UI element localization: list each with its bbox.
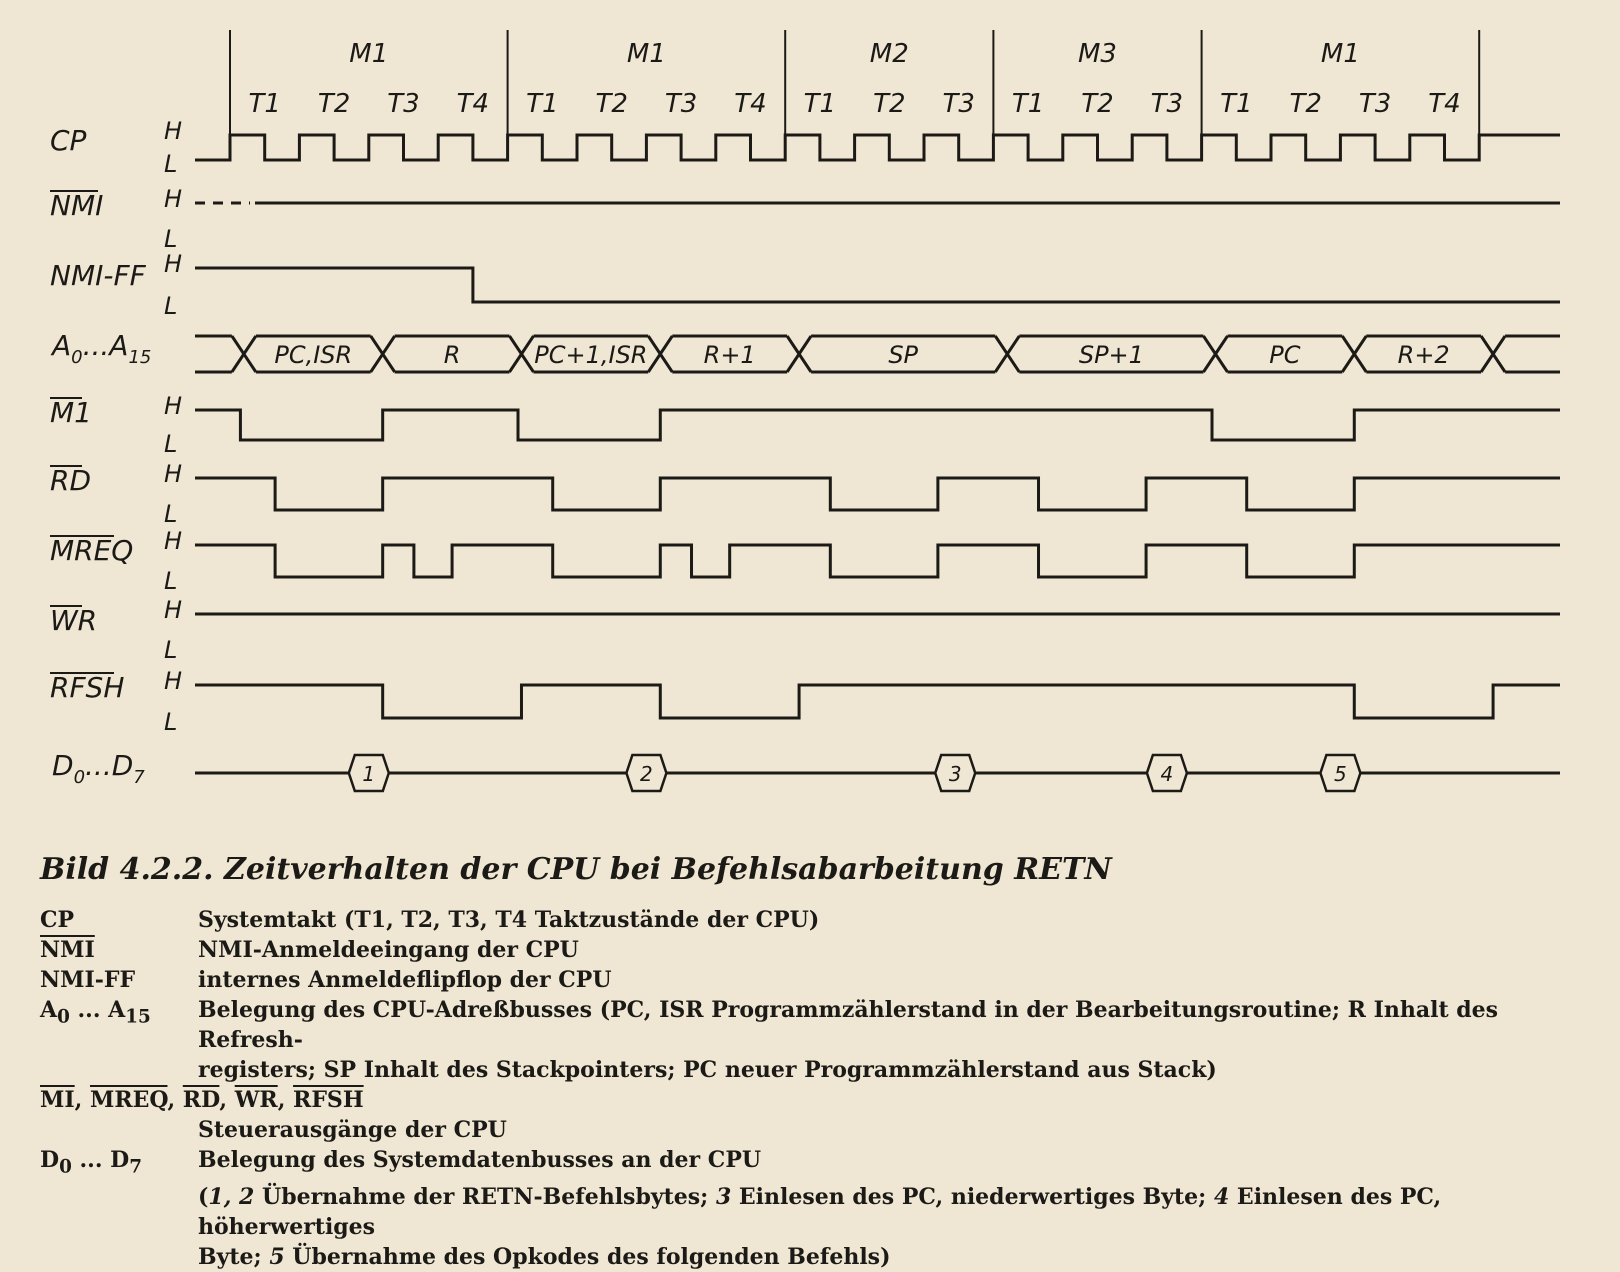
- bus-value-label: PC: [1269, 341, 1301, 369]
- signal-label-mreq: [50, 527, 182, 595]
- clock-state-label: T1: [1011, 89, 1045, 119]
- signal-label-text: MREQ: [50, 534, 134, 567]
- clock-state-label: T3: [664, 89, 698, 119]
- signal-label-addr: [50, 329, 151, 368]
- level-high-label: H: [164, 392, 183, 420]
- signal-label-nmi: [50, 185, 182, 253]
- legend-desc: Belegung des Systemdatenbusses an der CPU: [198, 1147, 762, 1173]
- legend-row-data: [40, 1145, 1600, 1182]
- clock-state-label: T1: [248, 89, 281, 119]
- clock-state-label: T4: [1428, 89, 1461, 119]
- signal-labels: [50, 117, 182, 788]
- legend-text-part: Übernahme der RETN-Befehlsbytes;: [254, 1184, 716, 1211]
- clock-state-label: T3: [387, 89, 420, 119]
- level-high-label: H: [164, 527, 183, 555]
- waveforms: [195, 135, 1560, 718]
- bus-value-label: PC+1,ISR: [534, 341, 648, 369]
- waveform-rd: [195, 478, 1560, 510]
- signal-label-text: RD: [50, 464, 92, 497]
- signal-label-text: M1: [50, 396, 92, 429]
- signal-label-wr: [50, 596, 182, 664]
- waveform-rfsh: [195, 685, 1560, 718]
- bus-tail: [1505, 336, 1560, 372]
- signal-label-data: [52, 749, 145, 788]
- legend-key: $D_0$ ... $D_7$: [40, 1147, 142, 1178]
- waveform-mreq: [195, 545, 1560, 577]
- bus-value-label: SP+1: [1078, 341, 1144, 369]
- legend-desc: Steuerausgänge der CPU: [198, 1117, 507, 1143]
- clock-state-label: T1: [803, 89, 837, 119]
- level-low-label: L: [164, 636, 178, 664]
- clock-state-label: T4: [456, 89, 490, 119]
- signal-label-text: NMI: [50, 189, 104, 222]
- bus-crossover: [1481, 336, 1505, 372]
- bus-crossover: [1342, 336, 1366, 372]
- signal-label-nmiff: [50, 250, 182, 320]
- legend-text-part: 1, 2: [208, 1184, 255, 1211]
- bus-tail: [195, 336, 232, 372]
- level-low-label: L: [164, 430, 178, 458]
- clock-state-label: T3: [1150, 89, 1184, 119]
- level-high-label: H: [164, 596, 183, 624]
- bus-crossover: [995, 336, 1019, 372]
- legend-desc: NMI-Anmeldeeingang der CPU: [198, 937, 579, 963]
- data-marker-label: 5: [1334, 762, 1347, 786]
- data-marker-label: 2: [640, 762, 653, 786]
- legend-key: NMI-FF: [40, 967, 136, 993]
- legend-text-part: Übernahme des Opkodes des folgenden Befehls): [284, 1244, 891, 1271]
- machine-cycle-label: M3: [1078, 39, 1117, 69]
- clock-state-label: T4: [734, 89, 767, 119]
- clock-state-label: T3: [1358, 89, 1392, 119]
- machine-cycle-label: M1: [1320, 39, 1360, 69]
- signal-label-text: WR: [50, 604, 98, 637]
- signal-label-m1: [50, 392, 182, 458]
- legend-desc-continued: registers; SP Inhalt des Stackpointers; PC neuer Programmzählerstand aus Stack): [198, 1057, 1217, 1083]
- level-low-label: L: [164, 150, 178, 178]
- legend-text-part: 4: [1213, 1184, 1230, 1211]
- signal-label-cp: [50, 117, 182, 178]
- caption-title: Bild 4.2.2. Zeitverhalten der CPU bei Befehlsabarbeitung RETN: [40, 852, 1112, 887]
- machine-cycle-label: M2: [869, 39, 909, 69]
- legend-text-part: Einlesen des PC, niederwertiges Byte;: [731, 1184, 1214, 1211]
- level-high-label: H: [164, 185, 183, 213]
- signal-label-text: $D_0...D_7$: [52, 749, 145, 788]
- cycle-boundaries: [230, 30, 1479, 135]
- bus-value-label: R: [443, 341, 461, 369]
- bus-crossover: [371, 336, 395, 372]
- signal-label-rd: [50, 460, 182, 528]
- legend-text-part: (: [198, 1184, 209, 1211]
- legend-desc: Systemtakt (T1, T2, T3, T4 Taktzustände der CPU): [198, 907, 820, 933]
- clock-state-label: T2: [1081, 89, 1114, 119]
- waveform-m1: [195, 410, 1560, 440]
- bus-value-label: SP: [888, 341, 919, 369]
- legend-text-part: Byte;: [198, 1244, 270, 1271]
- clock-state-label: T2: [595, 89, 628, 119]
- data-bus: [195, 755, 1560, 791]
- waveform-cp: [195, 135, 1560, 160]
- legend-row-nmiff: [40, 965, 1600, 995]
- level-low-label: L: [164, 567, 178, 595]
- bus-crossover: [787, 336, 811, 372]
- legend-text-part: 5: [269, 1244, 285, 1271]
- level-high-label: H: [164, 667, 183, 695]
- data-marker-label: 1: [362, 762, 376, 786]
- legend-desc: Belegung des CPU-Adreßbusses (PC, ISR Programmzählerstand in der Bearbeitungsroutine; R Inhalt des Refresh-: [198, 997, 1499, 1053]
- level-high-label: H: [164, 460, 183, 488]
- legend-text-part: 3: [715, 1184, 732, 1211]
- clock-state-label: T2: [873, 89, 906, 119]
- signal-label-text: NMI-FF: [50, 259, 146, 292]
- level-low-label: L: [164, 292, 178, 320]
- figure-caption: [40, 852, 1600, 1272]
- legend-desc-continued: [40, 1182, 1600, 1242]
- bus-value-label: PC,ISR: [274, 341, 353, 369]
- signal-label-text: CP: [50, 124, 87, 157]
- address-bus: [195, 336, 1560, 372]
- level-high-label: H: [164, 250, 183, 278]
- bus-crossover: [232, 336, 256, 372]
- legend-row-cp: [40, 905, 1600, 935]
- bus-value-label: R+2: [1397, 341, 1450, 369]
- legend-row-nmi: [40, 935, 1600, 965]
- bus-crossover: [1203, 336, 1227, 372]
- legend-key: CP: [40, 907, 75, 933]
- legend-row-address: [40, 995, 1600, 1055]
- machine-cycle-label: M1: [349, 39, 389, 69]
- machine-cycle-label: M1: [626, 39, 666, 69]
- clock-state-label: T1: [1220, 89, 1253, 119]
- waveform-nmiff: [195, 268, 1560, 302]
- legend-text-part: Einlesen des PC, höherwertiges: [198, 1184, 1442, 1241]
- legend-key: $\overline{NMI}$: [40, 937, 95, 963]
- legend-key: $A_0$ ... $A_{15}$: [40, 997, 151, 1028]
- level-low-label: L: [164, 225, 178, 253]
- level-high-label: H: [164, 117, 183, 145]
- legend-key-control-outputs: $\overline{MI}$, MREQ, $\overline{RD}$, $\overline{WR}$, RFSH: [40, 1087, 364, 1113]
- data-marker-label: 3: [948, 762, 962, 786]
- clock-state-label: T2: [317, 89, 351, 119]
- machine-cycle-labels: [349, 39, 1360, 69]
- level-low-label: L: [164, 500, 178, 528]
- clock-state-label: T1: [526, 89, 559, 119]
- clock-state-label: T2: [1289, 89, 1322, 119]
- signal-label-rfsh: [50, 667, 182, 736]
- signal-label-text: $A_0...A_{15}$: [52, 329, 152, 368]
- level-low-label: L: [164, 708, 178, 736]
- legend-desc-continued: [40, 1242, 1600, 1272]
- bus-crossover: [509, 336, 533, 372]
- clock-state-labels: [248, 89, 1460, 119]
- clock-state-label: T3: [942, 89, 975, 119]
- bus-crossover: [648, 336, 672, 372]
- legend-desc: internes Anmeldeflipflop der CPU: [198, 967, 612, 993]
- data-marker-label: 4: [1160, 762, 1174, 786]
- signal-label-text: RFSH: [50, 671, 125, 704]
- bus-value-label: R+1: [703, 341, 756, 369]
